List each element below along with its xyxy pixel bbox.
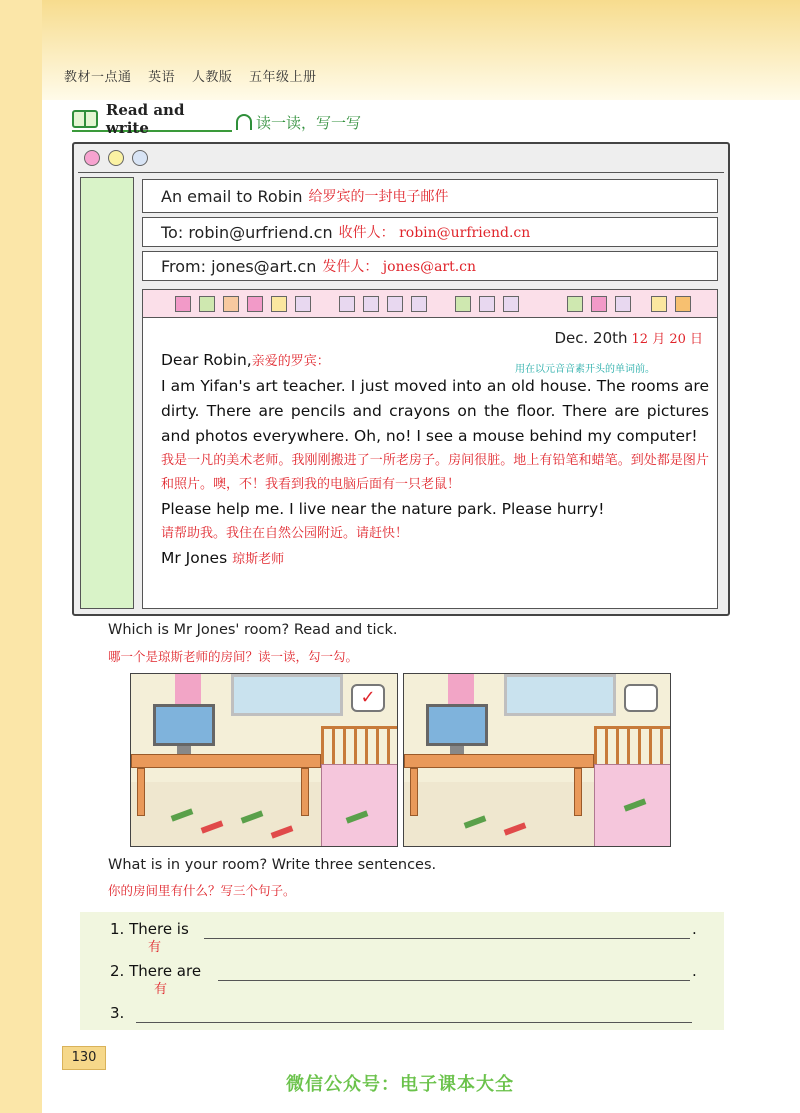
- desk: [404, 754, 594, 768]
- from-cn: 发件人： jones@art.cn: [322, 259, 477, 275]
- sentence-1-input[interactable]: [204, 938, 690, 939]
- window-dot-icon: [84, 150, 100, 166]
- task2-prompt: What is in your room? Write three sentences.: [108, 857, 437, 873]
- window-dot-icon: [108, 150, 124, 166]
- toolbar-square-icon: [247, 296, 263, 312]
- toolbar-square-icon: [567, 296, 583, 312]
- window-dot-icon: [132, 150, 148, 166]
- toolbar-square-icon: [271, 296, 287, 312]
- email-sidebar: [80, 177, 134, 609]
- to-cn: 收件人： robin@urfriend.cn: [338, 225, 531, 241]
- email-from-field: [142, 251, 718, 281]
- desk-leg: [137, 768, 145, 816]
- letter-content: [161, 348, 709, 572]
- email-to-field: [142, 217, 718, 247]
- task1-prompt: Which is Mr Jones' room? Read and tick.: [108, 622, 398, 638]
- section-title: Read and write: [105, 101, 185, 137]
- page-top-band: [42, 0, 800, 100]
- email-body: [142, 289, 718, 609]
- sentence-3-input[interactable]: [136, 1022, 692, 1023]
- toolbar-square-icon: [295, 296, 311, 312]
- section-title-cn: 读一读，写一写: [256, 114, 362, 132]
- letter-paragraph: I am Yifan's art teacher. I just moved into an old house. The rooms are dirty. There are pencils and crayons on the floor. There are pictures and photos everywhere. Oh, no! I see a mouse behind my computer!: [161, 377, 709, 445]
- task2-prompt-cn: 你的房间里有什么？写三个句子。: [108, 883, 296, 898]
- toolbar-square-icon: [363, 296, 379, 312]
- desk-leg: [574, 768, 582, 816]
- sentence-1-cn: 有: [148, 940, 162, 955]
- toolbar-square-icon: [199, 296, 215, 312]
- header-part: 英语: [148, 70, 176, 85]
- toolbar-square-icon: [223, 296, 239, 312]
- window-illustration: [231, 674, 343, 716]
- date-cn: 12 月 20 日: [631, 332, 703, 347]
- toolbar-square-icon: [675, 296, 691, 312]
- sentence-2-label: 2. There are: [110, 962, 202, 980]
- page-number: 130: [62, 1046, 106, 1070]
- tick-box-2[interactable]: [624, 684, 658, 712]
- bed-headboard: [321, 726, 398, 766]
- letter-paragraph-cn: 请帮助我。我住在自然公园附近。请赶快！: [161, 526, 409, 541]
- header-part: 人教版: [191, 70, 233, 85]
- desk: [131, 754, 321, 768]
- desk-leg: [301, 768, 309, 816]
- header-part: 五年级上册: [248, 70, 317, 85]
- from-text: From: jones@art.cn: [161, 256, 317, 276]
- period: .: [692, 920, 697, 938]
- footer-watermark: 微信公众号：电子课本大全: [286, 1074, 514, 1095]
- letter-paragraph: Please help me. I live near the nature park. Please hurry!: [161, 500, 605, 518]
- header-part: 教材一点通: [64, 70, 132, 85]
- toolbar-square-icon: [455, 296, 471, 312]
- subject-cn: 给罗宾的一封电子邮件: [308, 189, 449, 205]
- desk-leg: [410, 768, 418, 816]
- headphone-icon: [236, 114, 252, 130]
- toolbar-square-icon: [175, 296, 191, 312]
- toolbar-square-icon: [479, 296, 495, 312]
- toolbar-square-icon: [411, 296, 427, 312]
- window-illustration: [504, 674, 616, 716]
- email-window: [72, 142, 730, 616]
- title-bar-divider: [78, 172, 724, 173]
- toolbar-square-icon: [651, 296, 667, 312]
- email-date: [554, 328, 703, 347]
- task1-prompt-cn: 哪一个是琼斯老师的房间？读一读，勾一勾。: [108, 649, 359, 664]
- bed: [321, 764, 398, 847]
- book-icon: [72, 110, 98, 128]
- computer-icon: [426, 704, 488, 746]
- monitor-stand: [450, 746, 464, 754]
- toolbar-square-icon: [387, 296, 403, 312]
- email-toolbar: [143, 290, 717, 318]
- sentence-1-label: 1. There is: [110, 920, 189, 938]
- to-text: To: robin@urfriend.cn: [161, 222, 333, 242]
- subject-text: An email to Robin: [161, 186, 303, 206]
- sentence-2-input[interactable]: [218, 980, 690, 981]
- writing-area: [80, 912, 724, 1030]
- greeting: Dear Robin,: [161, 351, 252, 369]
- period: .: [692, 962, 697, 980]
- email-subject-field: [142, 179, 718, 213]
- greeting-cn: 亲爱的罗宾：: [251, 354, 330, 369]
- monitor-stand: [177, 746, 191, 754]
- bed-headboard: [594, 726, 671, 766]
- signature-cn: 琼斯老师: [232, 552, 285, 567]
- grammar-note: 用在以元音音素开头的单词前。: [515, 364, 655, 375]
- section-heading: [72, 101, 232, 137]
- toolbar-square-icon: [339, 296, 355, 312]
- computer-icon: [153, 704, 215, 746]
- toolbar-square-icon: [615, 296, 631, 312]
- room-picture-2: [403, 673, 671, 847]
- tick-box-1[interactable]: ✓: [351, 684, 385, 712]
- letter-paragraph-cn: 我是一凡的美术老师。我刚刚搬进了一所老房子。房间很脏。地上有铅笔和蜡笔。到处都是图片和照片。噢，不！我看到我的电脑后面有一只老鼠！: [161, 453, 709, 492]
- toolbar-square-icon: [503, 296, 519, 312]
- sentence-3-label: 3.: [110, 1004, 125, 1022]
- book-header: [64, 66, 328, 85]
- sentence-2-cn: 有: [154, 982, 168, 997]
- toolbar-square-icon: [591, 296, 607, 312]
- signature: Mr Jones: [161, 549, 228, 567]
- date-text: Dec. 20th: [554, 329, 628, 347]
- room-picture-1: [130, 673, 398, 847]
